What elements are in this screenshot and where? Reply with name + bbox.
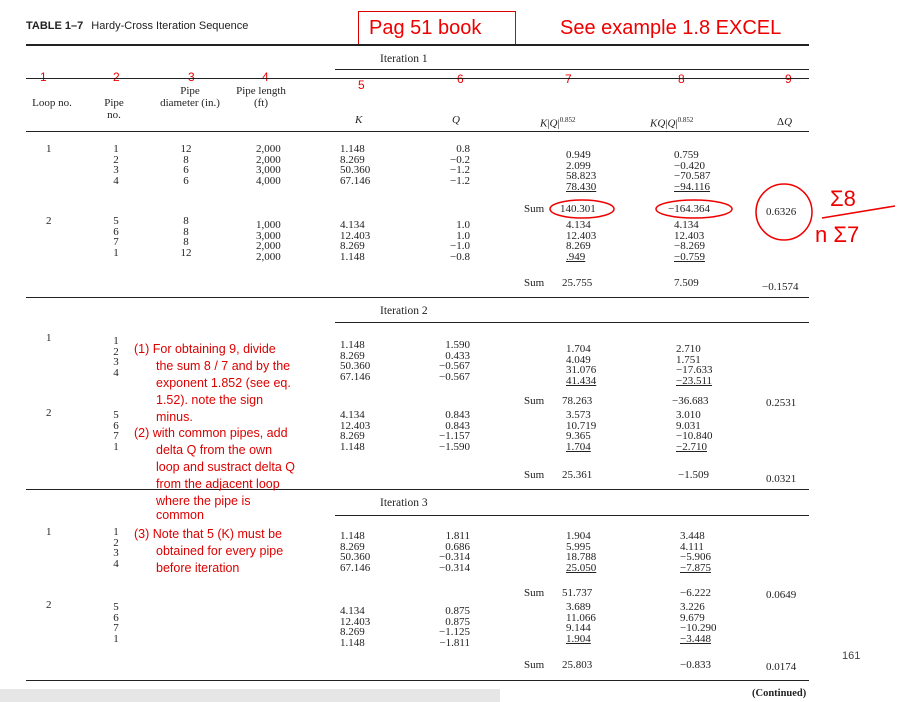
it2-loop2-c8: 3.010 9.031 −10.840 −2.710 <box>676 409 713 453</box>
header-dq: ΔQ <box>777 116 793 128</box>
it1-loop2-sum8: 7.509 <box>674 277 699 289</box>
table-title: Hardy-Cross Iteration Sequence <box>91 20 249 32</box>
it1-loop1-pipes: 1 2 3 4 <box>113 143 119 187</box>
it2-loop2-sum-label: Sum <box>524 469 545 481</box>
it3-loop1-no: 1 <box>46 526 52 538</box>
it1-loop2-q: 1.0 1.0 −1.0 −0.8 <box>450 219 470 263</box>
it3-loop1-k: 1.148 8.269 50.360 67.146 <box>340 530 371 574</box>
it1-loop2-no: 2 <box>46 215 52 227</box>
example-annotation: See example 1.8 EXCEL <box>560 17 782 39</box>
formula-numerator: Σ8 <box>830 186 856 211</box>
it2-loop1-q: 1.590 0.433 −0.567 −0.567 <box>439 339 470 383</box>
header-q: Q <box>452 114 460 126</box>
formula-denominator: n Σ7 <box>815 222 860 247</box>
circle-sum8 <box>656 200 732 218</box>
it2-loop2-q: 0.843 0.843 −1.157 −1.590 <box>439 409 470 453</box>
it2-loop2-pipes: 5 6 7 1 <box>113 409 119 453</box>
it3-loop1-q: 1.811 0.686 −0.314 −0.314 <box>439 530 470 574</box>
col-num-4: 4 <box>262 70 269 84</box>
it3-loop2-q: 0.875 0.875 −1.125 −1.811 <box>439 605 470 649</box>
it3-loop2-dq: 0.0174 <box>766 661 797 673</box>
header-diameter: Pipe diameter (in.) <box>160 85 220 109</box>
it1-loop1-sum7: 140.301 <box>560 203 596 215</box>
it2-loop1-sum-label: Sum <box>524 395 545 407</box>
it2-loop2-no: 2 <box>46 407 52 419</box>
page-number: 161 <box>842 650 861 662</box>
table-label: TABLE 1–7 <box>26 20 84 32</box>
header-k: K <box>355 114 363 126</box>
it1-loop1-c7: 0.949 2.099 58.823 78.430 <box>566 149 597 193</box>
it1-loop2-dq: −0.1574 <box>762 281 799 293</box>
header-kq: $K|Q|^{0.852}$ <box>540 116 576 130</box>
it3-loop1-pipes: 1 2 3 4 <box>113 526 119 570</box>
circle-sum7 <box>550 200 614 218</box>
it2-loop1-sum8: −36.683 <box>672 395 709 407</box>
circle-dq <box>756 184 812 240</box>
it2-loop2-k: 4.134 12.403 8.269 1.148 <box>340 409 371 453</box>
book-page-annotation: Pag 51 book <box>358 11 516 45</box>
it1-loop2-c7: 4.134 12.403 8.269 .949 <box>566 219 597 263</box>
it1-loop2-diam: 8 8 8 12 <box>180 215 192 259</box>
it1-loop1-c8: 0.759 −0.420 −70.587 −94.116 <box>674 149 711 193</box>
it3-loop1-dq: 0.0649 <box>766 589 797 601</box>
it1-loop1-dq: 0.6326 <box>766 206 797 218</box>
it3-loop2-no: 2 <box>46 599 52 611</box>
header-loop: Loop no. <box>32 97 72 109</box>
it1-loop2-c8: 4.134 12.403 −8.269 −0.759 <box>674 219 705 263</box>
iteration2-title: Iteration 2 <box>380 305 428 317</box>
iteration3-title: Iteration 3 <box>380 497 428 509</box>
note-3: (3) Note that 5 (K) must be obtained for every pipe before iteration <box>134 527 284 575</box>
header-length: Pipe length (ft) <box>236 85 286 109</box>
it3-loop2-sum-label: Sum <box>524 659 545 671</box>
it2-loop1-dq: 0.2531 <box>766 397 797 409</box>
it3-loop2-c7: 3.689 11.066 9.144 1.904 <box>566 601 596 645</box>
it3-loop2-c8: 3.226 9.679 −10.290 −3.448 <box>680 601 717 645</box>
it1-loop1-q: 0.8 −0.2 −1.2 −1.2 <box>450 143 470 187</box>
it2-loop1-sum7: 78.263 <box>562 395 593 407</box>
it1-loop1-diam: 12 8 6 6 <box>180 143 192 187</box>
it2-loop2-c7: 3.573 10.719 9.365 1.704 <box>566 409 597 453</box>
continued-label: (Continued) <box>752 688 807 699</box>
col-num-9: 9 <box>785 72 792 86</box>
it2-loop1-pipes: 1 2 3 4 <box>113 335 119 379</box>
col-num-3: 3 <box>188 70 195 84</box>
iteration-title: Iteration 1 <box>380 53 428 65</box>
col-num-5: 5 <box>358 78 365 92</box>
it3-loop1-sum-label: Sum <box>524 587 545 599</box>
it2-loop1-c7: 1.704 4.049 31.076 41.434 <box>566 343 597 387</box>
col-num-8: 8 <box>678 72 685 86</box>
it3-loop2-k: 4.134 12.403 8.269 1.148 <box>340 605 371 649</box>
it1-loop1-no: 1 <box>46 143 52 155</box>
header-kqq: $KQ|Q|^{0.852}$ <box>650 116 694 130</box>
col-num-7: 7 <box>565 72 572 86</box>
it3-loop1-c8: 3.448 4.111 −5.906 −7.875 <box>680 530 711 574</box>
it1-loop1-sum-label: Sum <box>524 203 545 215</box>
it1-loop1-k: 1.148 8.269 50.360 67.146 <box>340 143 371 187</box>
col-num-1: 1 <box>40 70 47 84</box>
it1-loop1-len: 2,000 2,000 3,000 4,000 <box>256 143 281 187</box>
it2-loop2-dq: 0.0321 <box>766 473 797 485</box>
it3-loop2-sum8: −0.833 <box>680 659 711 671</box>
it2-loop2-sum8: −1.509 <box>678 469 709 481</box>
it1-loop2-k: 4.134 12.403 8.269 1.148 <box>340 219 371 263</box>
it1-loop2-sum7: 25.755 <box>562 277 593 289</box>
it2-loop1-c8: 2.710 1.751 −17.633 −23.511 <box>676 343 713 387</box>
it3-loop1-sum7: 51.737 <box>562 587 593 599</box>
col-num-6: 6 <box>457 72 464 86</box>
it2-loop2-sum7: 25.361 <box>562 469 593 481</box>
it1-loop2-pipes: 5 6 7 1 <box>113 215 119 259</box>
it1-loop2-sum-label: Sum <box>524 277 545 289</box>
bottom-scroll-bar[interactable] <box>0 689 500 702</box>
it2-loop1-no: 1 <box>46 332 52 344</box>
it3-loop2-pipes: 5 6 7 1 <box>113 601 119 645</box>
col-num-2: 2 <box>113 70 120 84</box>
it2-loop1-k: 1.148 8.269 50.360 67.146 <box>340 339 371 383</box>
it1-loop1-sum8: −164.364 <box>668 203 710 215</box>
it3-loop2-sum7: 25.803 <box>562 659 593 671</box>
it3-loop1-sum8: −6.222 <box>680 587 711 599</box>
it1-loop2-len: 1,000 3,000 2,000 2,000 <box>256 219 281 263</box>
header-pipe: Pipe no. <box>104 97 124 121</box>
note-2: (2) with common pipes, add delta Q from the own loop and sustract delta Q from the adjacent loop where the pipe is common <box>134 426 295 521</box>
it3-loop1-c7: 1.904 5.995 18.788 25.050 <box>566 530 597 574</box>
note-1: (1) For obtaining 9, divide the sum 8 / 7 and by the exponent 1.852 (see eq. 1.52). note the sign minus. <box>134 342 291 424</box>
